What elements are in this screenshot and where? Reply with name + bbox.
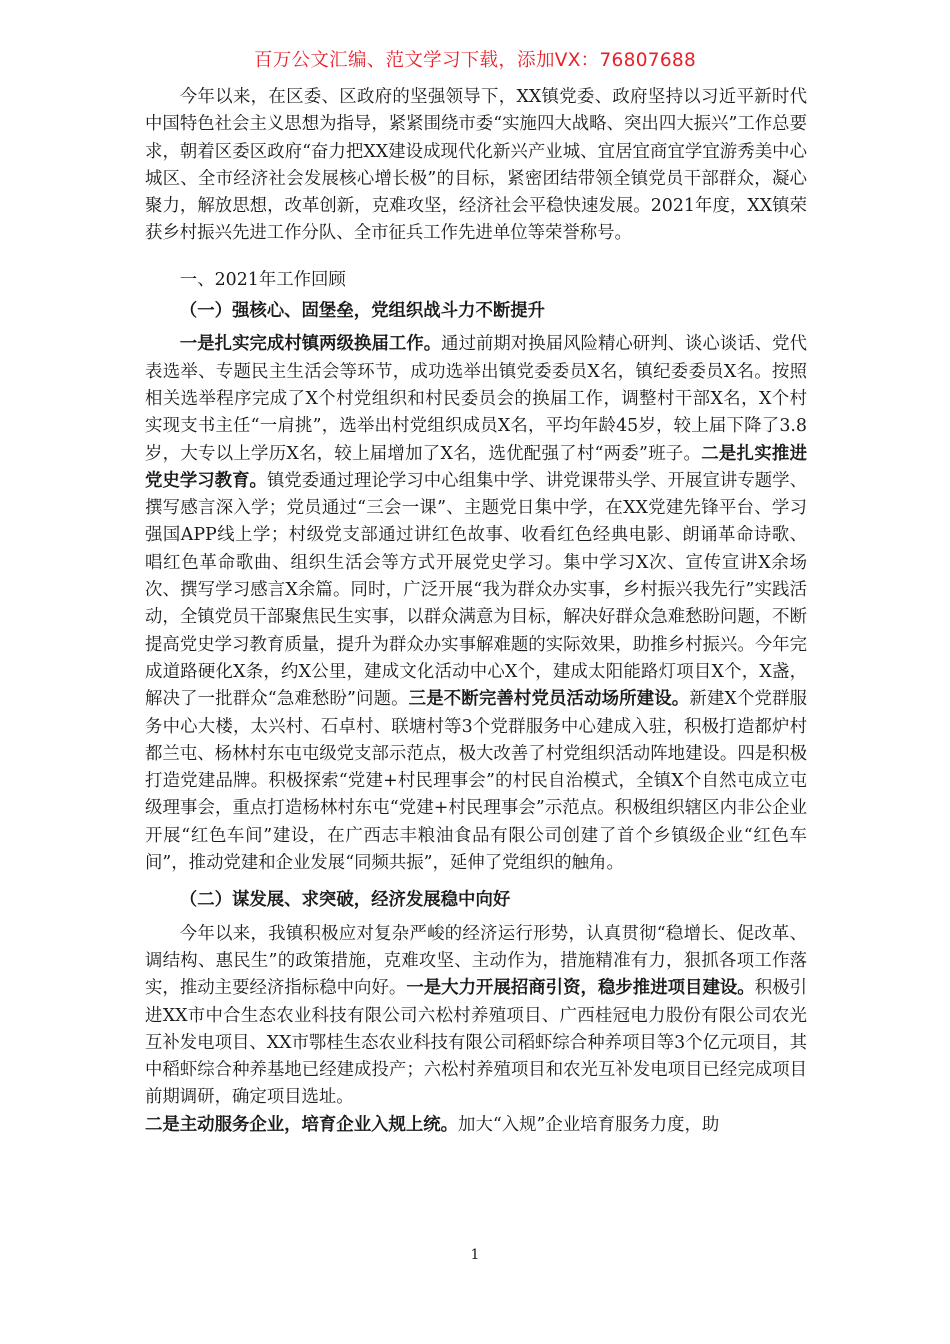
subsection-heading-1: （一）强核心、固堡垒，党组织战斗力不断提升 — [179, 301, 546, 322]
subsection-2-paragraph — [145, 921, 807, 1139]
body-text: 今年以来，我镇积极应对复杂严峻的经济运行形势，认真贯彻“稳增长、促改革、调结构、惠民生”的政策措施，克难攻坚、主动作为，措施精准有力，狠抓各项工作落实，推动主要经济指标稳中向好。 — [145, 923, 807, 999]
bold-lead-4: 一是大力开展招商引资，稳步推进项目建设。 — [406, 978, 755, 999]
watermark-header: 百万公文汇编、范文学习下载，添加VX：76807688 — [253, 50, 697, 71]
body-text: 积极引进XX市中合生态农业科技有限公司六松村养殖项目、广西桂冠电力股份有限公司农光互补发电项目、XX市鄂桂生态农业科技有限公司稻虾综合种养项目等3个亿元项目，其中稻虾综合种养基地已经建成投产；六松村养殖项目和农光互补发电项目已经完成项目前期调研，确定项目选址。 — [145, 978, 807, 1108]
subsection-1-paragraph — [145, 331, 807, 877]
body-text: 加大“入规”企业培育服务力度，助 — [458, 1114, 720, 1135]
bold-lead-2: 二是扎实推进党史学习教育。 — [145, 443, 807, 491]
section-heading-1: 一、2021年工作回顾 — [179, 269, 346, 290]
page-number: 1 — [470, 1247, 480, 1263]
bold-lead-5: 二是主动服务企业，培育企业入规上统。 — [145, 1114, 459, 1135]
bold-lead-3: 三是不断完善村党员活动场所建设。 — [408, 689, 690, 710]
bold-lead-1: 一是扎实完成村镇两级换届工作。 — [179, 334, 442, 355]
subsection-heading-2: （二）谋发展、求突破，经济发展稳中向好 — [179, 890, 511, 911]
body-text: 镇党委通过理论学习中心组集中学、讲党课带头学、开展宣讲专题学、撰写感言深入学；党员通过“三会一课”、主题党日集中学，在XX党建先锋平台、学习强国APP线上学；村级党支部通过讲红色故事、收看红色经典电影、朗诵革命诗歌、唱红色革命歌曲、组织生活会等方式开展党史学习。集中学习X次、宣传宣讲X余场次、撰写学习感言X余篇。同时，广泛开展“我为群众办实事，乡村振兴我先行”实践活动，全镇党员干部聚焦民生实事，以群众满意为目标，解决好群众急难愁盼问题，不断提高党史学习教育质量，提升为群众办实事解难题的实际效果，助推乡村振兴。今年完成道路硬化X条，约X公里，建成文化活动中心X个，建成太阳能路灯项目X个，X盏，解决了一批群众“急难愁盼”问题。 — [145, 470, 807, 710]
body-text: 新建X个党群服务中心大楼，太兴村、石卓村、联塘村等3个党群服务中心建成入驻，积极打造都炉村都兰屯、杨林村东屯屯级党支部示范点，极大改善了村党组织活动阵地建设。四是积极打造党建品牌。积极探索“党建+村民理事会”的村民自治模式，全镇X个自然屯成立屯级理事会，重点打造杨林村东屯“党建+村民理事会”示范点。积极组织辖区内非公企业开展“红色车间”建设，在广西志丰粮油食品有限公司创建了首个乡镇级企业“红色车间”，推动党建和企业发展“同频共振”，延伸了党组织的触角。 — [145, 689, 807, 874]
document-body — [145, 84, 807, 1139]
intro-paragraph: 今年以来，在区委、区政府的坚强领导下，XX镇党委、政府坚持以习近平新时代中国特色社会主义思想为指导，紧紧围绕市委“实施四大战略、突出四大振兴”工作总要求，朝着区委区政府“奋力把XX建设成现代化新兴产业城、宜居宜商宜学宜游秀美中心城区、全市经济社会发展核心增长极”的目标，紧密团结带领全镇党员干部群众，凝心聚力，解放思想，改革创新，克难攻坚，经济社会平稳快速发展。2021年度，XX镇荣获乡村振兴先进工作分队、全市征兵工作先进单位等荣誉称号。 — [145, 87, 807, 244]
body-text: 通过前期对换届风险精心研判、谈心谈话、党代表选举、专题民主生活会等环节，成功选举出镇党委委员X名，镇纪委委员X名。按照相关选举程序完成了X个村党组织和村民委员会的换届工作，调整村干部X名，X个村实现支书主任“一肩挑”，选举出村党组织成员X名，平均年龄45岁，较上届下降了3.8岁，大专以上学历X名，较上届增加了X名，选优配强了村“两委”班子。 — [145, 334, 807, 464]
